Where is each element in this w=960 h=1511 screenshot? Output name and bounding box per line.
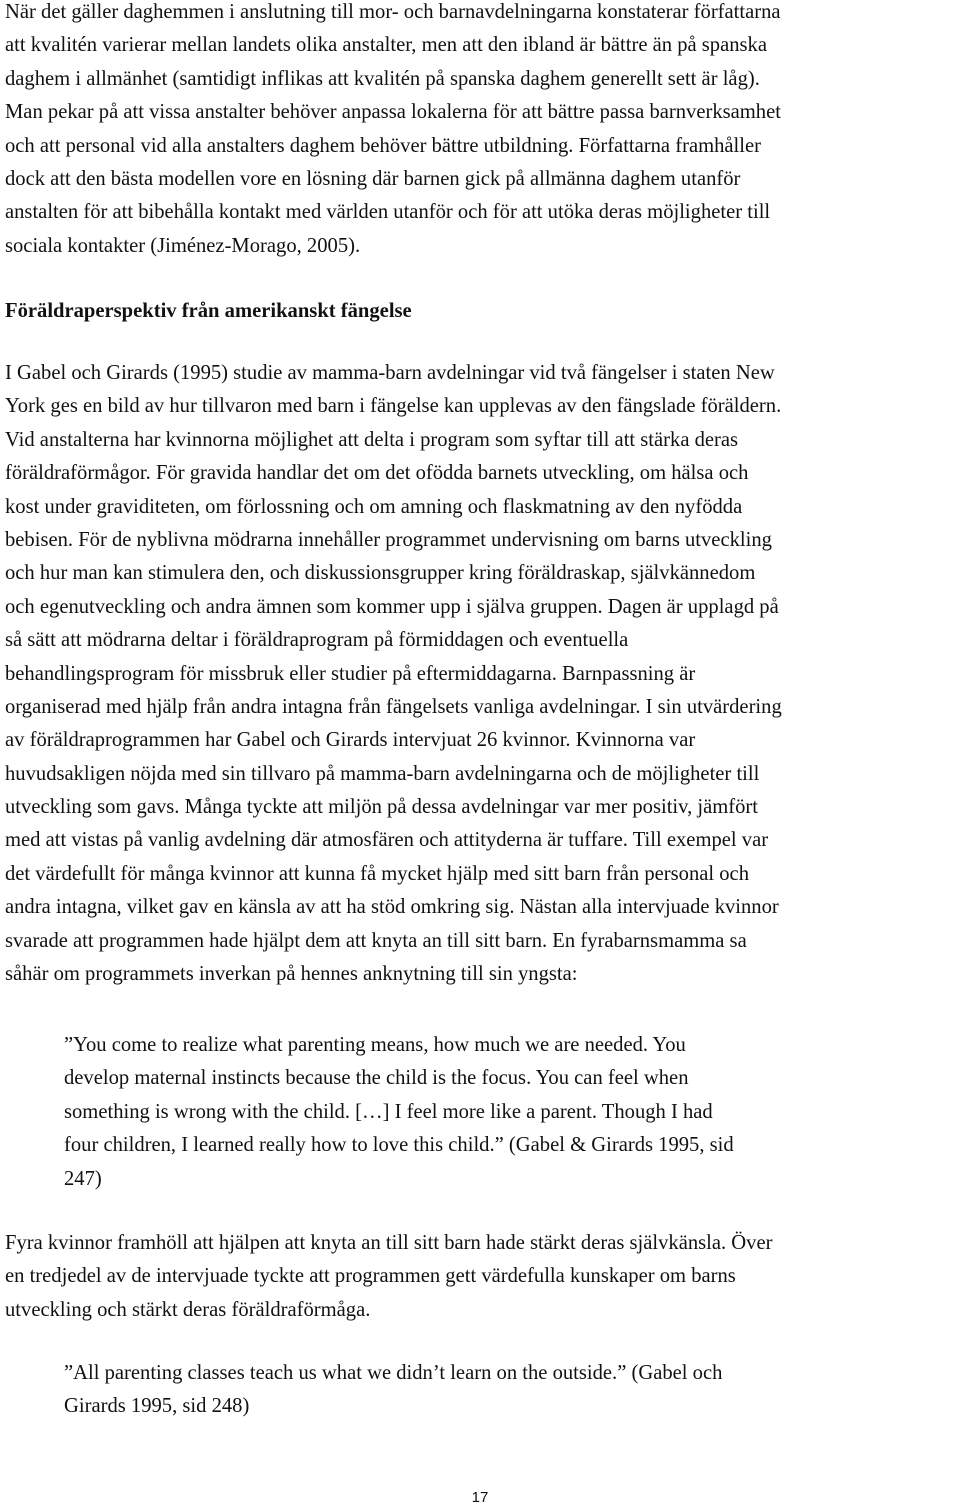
block-quote-2 [64, 1357, 722, 1424]
text-line: Vid anstalterna har kvinnorna möjlighet att delta i program som syftar till att stärka deras [5, 428, 739, 451]
text-line: föräldraförmågor. För gravida handlar det om det ofödda barnets utveckling, om hälsa och [5, 462, 749, 485]
body-paragraph-3 [5, 1227, 772, 1327]
section-heading: Föräldraperspektiv från amerikanskt fängelse [5, 300, 412, 322]
text-line: och att personal vid alla anstalters daghem behöver bättre utbildning. Författarna framhåller [5, 134, 761, 157]
text-line: sociala kontakter (Jiménez-Morago, 2005). [5, 234, 361, 257]
quote-line: ”All parenting classes teach us what we didn’t learn on the outside.” (Gabel och [64, 1362, 723, 1384]
text-line: bebisen. För de nyblivna mödrarna innehåller programmet undervisning om barns utveckling [5, 528, 772, 551]
body-paragraph-2 [5, 357, 782, 991]
quote-line: four children, I learned really how to love this child.” (Gabel & Girards 1995, sid [64, 1134, 734, 1157]
text-line: såhär om programmets inverkan på hennes anknytning till sin yngsta: [5, 963, 578, 986]
block-quote-1 [64, 1029, 734, 1196]
text-line: av föräldraprogrammen har Gabel och Girards intervjuat 26 kvinnor. Kvinnorna var [5, 729, 696, 752]
text-line: en tredjedel av de intervjuade tyckte att programmen gett värdefulla kunskaper om barns [5, 1265, 736, 1288]
text-line: och egenutveckling och andra ämnen som kommer upp i själva gruppen. Dagen är upplagd på [5, 595, 779, 618]
quote-line: Girards 1995, sid 248) [64, 1395, 250, 1418]
text-line: I Gabel och Girards (1995) studie av mamma-barn avdelningar vid två fängelser i staten New [5, 362, 775, 384]
quote-line: develop maternal instincts because the child is the focus. You can feel when [64, 1067, 689, 1090]
text-line: och hur man kan stimulera den, och diskussionsgrupper kring föräldraskap, självkännedom [5, 562, 756, 585]
text-line: anstalten för att bibehålla kontakt med världen utanför och för att utöka deras möjligheter till [5, 201, 771, 224]
text-line: det värdefullt för många kvinnor att kunna få mycket hjälp med sitt barn från personal och [5, 862, 749, 885]
page-number: 17 [471, 1489, 489, 1506]
text-line: York ges en bild av hur tillvaron med barn i fängelse kan upplevas av den fängslade föräldern. [5, 395, 782, 418]
body-paragraph-1 [5, 0, 781, 263]
text-line: svarade att programmen hade hjälpt dem att knyta an till sitt barn. En fyrabarnsmamma sa [5, 929, 747, 952]
text-line: Man pekar på att vissa anstalter behöver anpassa lokalerna för att bättre passa barnverksamhet [5, 101, 781, 124]
text-line: organiserad med hjälp från andra intagna från fängelsets vanliga avdelningar. I sin utvärdering [5, 695, 782, 718]
text-line: kost under graviditeten, om förlossning och om amning och flaskmatning av den nyfödda [5, 495, 743, 518]
text-line: att kvalitén varierar mellan landets olika anstalter, men att den ibland är bättre än på spanska [5, 34, 767, 57]
text-line: utveckling som gavs. Många tyckte att miljön på dessa avdelningar var mer positiv, jämfört [5, 796, 759, 819]
quote-line: 247) [64, 1167, 102, 1190]
text-line: huvudsakligen nöjda med sin tillvaro på mamma-barn avdelningarna och de möjligheter till [5, 762, 760, 785]
quote-line: ”You come to realize what parenting means, how much we are needed. You [64, 1034, 686, 1056]
text-line: andra intagna, vilket gav en känsla av att ha stöd omkring sig. Nästan alla intervjuade kvinnor [5, 896, 779, 919]
text-line: så sätt att mödrarna deltar i föräldraprogram på förmiddagen och eventuella [5, 629, 629, 652]
text-line: utveckling och stärkt deras föräldraförmåga. [5, 1298, 371, 1321]
text-line: dock att den bästa modellen vore en lösning där barnen gick på allmänna daghem utanför [5, 167, 741, 190]
text-line: med att vistas på vanlig avdelning där atmosfären och attityderna är tuffare. Till exempel var [5, 829, 769, 852]
text-line: daghem i allmänhet (samtidigt inflikas att kvalitén på spanska daghem generellt sett är låg). [5, 67, 760, 90]
text-line: När det gäller daghemmen i anslutning till mor- och barnavdelningarna konstaterar författarna [5, 1, 781, 23]
text-line: behandlingsprogram för missbruk eller studier på eftermiddagarna. Barnpassning är [5, 662, 696, 685]
text-line: Fyra kvinnor framhöll att hjälpen att knyta an till sitt barn hade stärkt deras självkänsla. Över [5, 1232, 773, 1254]
quote-line: something is wrong with the child. […] I feel more like a parent. Though I had [64, 1100, 713, 1123]
